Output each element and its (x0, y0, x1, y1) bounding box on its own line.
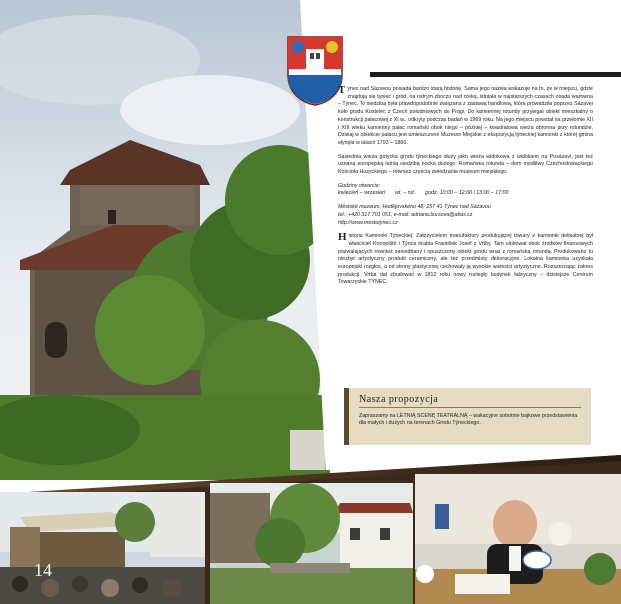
page-number: 14 (34, 560, 52, 580)
museum-address (338, 204, 593, 227)
hours-time: godz. 10:00 – 12:00 i 13:00 – 17:00 (425, 190, 509, 197)
address-line: Městské muzeum, Hodějovského 48, 257 41 Týnec nad Sázavou (338, 204, 491, 211)
hours-days: wt. – nd. (395, 190, 416, 197)
intro-dropcap: T (338, 84, 346, 96)
intro-paragraph (338, 86, 593, 148)
article-body (338, 86, 593, 293)
history-paragraph (338, 233, 593, 287)
theatre-stage-photo (0, 492, 205, 604)
courtyard-photo (210, 483, 413, 604)
history-dropcap: H (338, 231, 347, 244)
castle-photo (0, 0, 330, 480)
history-text: istoria Kamionki Týneckiej: Założycielem manufaktury produkującej towary z kamionki delikatnej był właściciel Konopiště i Týnca hrabia František Josef z Vrtby. Tam ulokował obok środków finansowych pozwalających również zaniedbany i opuszczony obiekt grodu wraz z romańską rotundą. Produkowano tu niezbyt artystyczny produkt ceramiczny, ale też przedmioty dekoracyjne. Lokalna kamionka uzyskała europejski rozgłos, a od strony plastycznej cechowały ją wysokie wartości artystyczne. Rozszerzając zakres produkcji, Vrtba dał zbudować w 1812 roku nowy rozległy budynek fabryczny – dzisiejsze Centrum Towarzyskie TÝNEC. (338, 233, 593, 286)
opening-hours (338, 183, 593, 198)
ceramics-presenter-photo (415, 474, 621, 604)
proposal-text: Zapraszamy na LETNIĄ SCENĘ TEATRALNĄ – wakacyjne sobotnie bajkowe przedstawienia dla małych i dużych na terenach Grodu Týneckiego. (359, 413, 578, 426)
proposal-title: Nasza propozycja (359, 394, 581, 408)
proposal-box (344, 388, 591, 445)
header-rule (370, 72, 621, 77)
contact-line: tel.: +420 317 701 051, e-mail: adriana.bursova@atlas.cz (338, 211, 473, 218)
tower-paragraph: Sąsiednia wieża gotycka grodu týneckiego służy jako wieża widokowa z widokiem na Posázaví, jest też uznaną europejską letnią siedzibą nocka dużego. Romańska rotunda – dom modlitwy Czechosłowackiego Kościoła Husyckiego – również częścią zwiedzania muzeum miejskiego. (338, 153, 593, 176)
hours-row (338, 190, 593, 198)
town-crest-logo (286, 35, 344, 107)
hours-months: kwiecień – wrzesień (338, 190, 386, 197)
hours-title: Godziny otwarcia: (338, 182, 381, 189)
website-link[interactable]: http://www.mestotynec.cz (338, 219, 398, 226)
intro-text: ýnec nad Sázavou posiada bardzo starą historię. Sama jego nazwa wskazuje na to, że w miejscu, gdzie znajdują się tyniec i gród, na ostrym zboczu nad rzeką, istniała w najstarszych czasach osada warowna – Týnec. To siedziba była prawdopodobnie związana z zastawą handlową, która prowadziła poprzez Sázavęi koło grodu Kostelec z Czech południowych do Pragi. Do kamiennej rotundy przylegał obiekt mieszkalny o konstrukcji pałacowej z XI w., odkryty podczas badań w 1969 roku. Na jego miejscu powstał na przełomie XII i XIII wieku kamienny pałac romański obok niego – później – kwadratowa wieża obronna przy rotundzie. Dzisiaj w obiekcie pałacu jest umieszczone Muzeum Miejskie z ekspozycją týneckiej kamionki z której gmina słynęła w latach 1793 – 1866. (338, 86, 593, 146)
